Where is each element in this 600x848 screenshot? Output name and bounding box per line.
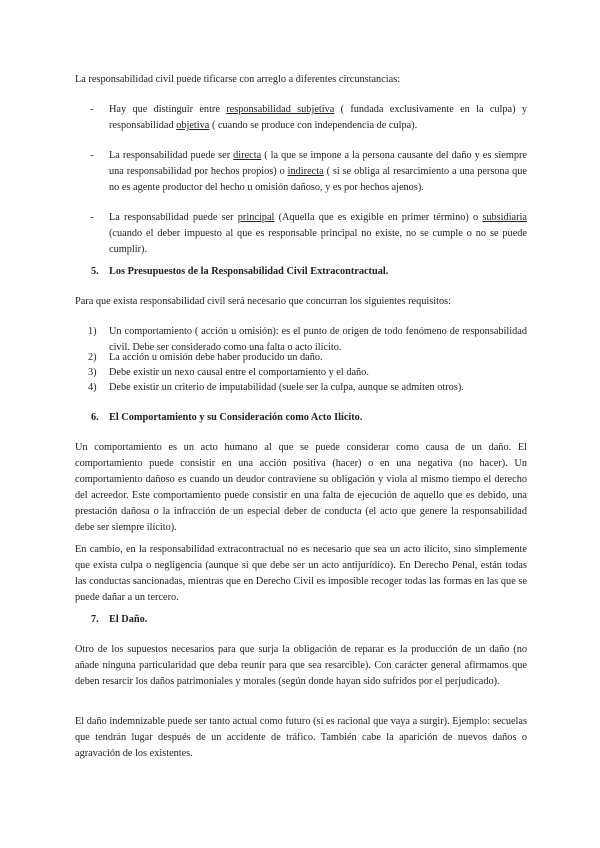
bullet-dash-3: - <box>90 212 94 223</box>
bullet-3-text-b: (Aquella que es exigible en primer término) o <box>274 212 483 223</box>
section-5-title: Los Presupuestos de la Responsabilidad Civil Extracontractual. <box>109 266 389 277</box>
requirement-number-3: 3) <box>88 367 97 378</box>
bullet-2-text-b: ( la que se impone a la persona causante del daño y es siempre una responsabilidad por hechos propios) o <box>109 150 527 177</box>
section-7-paragraph-1: Otro de los supuestos necesarios para que surja la obligación de reparar es la producción de un daño (no añade ninguna particularidad que deba reunir para que sea resarcible). Con carácter general afirmamos que deben resarcir los daños patrimoniales y morales (según donde hayan sido sufridos por el perjudicado). <box>75 644 527 687</box>
bullet-1-term-objetiva: objetiva <box>176 120 210 131</box>
section-7-number: 7. <box>91 614 99 625</box>
bullet-1-text-c: ( cuando se produce con independencia de culpa). <box>209 120 418 131</box>
requirement-number-2: 2) <box>88 352 97 363</box>
bullet-3-term-subsidiaria: subsidiaria <box>482 212 527 223</box>
bullet-2-text-c: ( si se obliga al resarcimiento a una persona que no es agente productor del hecho u omisión dañoso, y es por hechos ajenos). <box>109 166 527 193</box>
section-6-title: El Comportamiento y su Consideración como Acto Ilícito. <box>109 412 363 423</box>
bullet-3-text-c: (cuando el deber impuesto al que es responsable principal no existe, no se cumple o no se puede cumplir). <box>109 228 527 255</box>
requirement-number-1: 1) <box>88 326 97 337</box>
section-7-paragraph-2: El daño indemnizable puede ser tanto actual como futuro (si es racional que vaya a surgir). Ejemplo: secuelas que tendrán lugar después de un accidente de tráfico. También cabe la aparición de nuevos daños o agravación de los existentes. <box>75 716 527 759</box>
section-5-number: 5. <box>91 266 99 277</box>
bullet-item-2 <box>109 148 527 196</box>
intro-paragraph: La responsabilidad civil puede tificarse con arreglo a diferentes circunstancias: <box>75 74 401 85</box>
requirement-number-4: 4) <box>88 382 97 393</box>
section-5-lead: Para que exista responsabilidad civil será necesario que concurran los siguientes requisitos: <box>75 296 452 307</box>
section-6-paragraph-1: Un comportamiento es un acto humano al que se puede considerar como causa de un daño. El comportamiento puede consistir en una acción positiva (hacer) o en una negativa (no hacer). Un comportamiento dañoso es cuando un deudor contraviene su obligación y viola al mismo tiempo el derecho del acreedor. Este comportamiento puede consistir en una falta de ejecución de aquello que es debido, una prestación dañosa o la infracción de un especial deber de conducta (el acto que genere la responsabilidad debe ser siempre ilícito). <box>75 442 527 533</box>
requirement-item-2: La acción u omisión debe haber producido un daño. <box>109 352 323 363</box>
bullet-1-term-subjetiva: responsabilidad subjetiva <box>226 104 335 115</box>
bullet-item-3 <box>109 210 527 258</box>
bullet-item-1 <box>109 102 527 134</box>
section-6-number: 6. <box>91 412 99 423</box>
bullet-3-term-principal: principal <box>237 212 275 223</box>
requirement-item-3: Debe existir un nexo causal entre el comportamiento y el daño. <box>109 367 369 378</box>
bullet-2-text-a: La responsabilidad puede ser <box>109 150 234 161</box>
bullet-dash-2: - <box>90 150 94 161</box>
requirement-item-1: Un comportamiento ( acción u omisión): es el punto de origen de todo fenómeno de responsabilidad civil. Debe ser considerado como una falta o acto ilícito. <box>109 326 527 353</box>
bullet-dash-1: - <box>90 104 94 115</box>
requirement-item-4: Debe existir un criterio de imputabilidad (suele ser la culpa, aunque se admiten otros). <box>109 382 464 393</box>
bullet-2-term-directa: directa <box>233 150 262 161</box>
bullet-3-text-a: La responsabilidad puede ser <box>109 212 238 223</box>
section-5-heading <box>91 264 388 280</box>
bullet-1-text-a: Hay que distinguir entre <box>109 104 227 115</box>
bullet-2-term-indirecta: indirecta <box>287 166 324 177</box>
section-6-paragraph-2: En cambio, en la responsabilidad extracontractual no es necesario que sea un acto ilícito, sino simplemente que exista culpa o negligencia (aunque sí que debe ser un acto antijurídico). En Derecho Penal, están todas las conductas sancionadas, mientras que en Derecho Civil es imposible recoger todas las formas en las que se puede dañar a un tercero. <box>75 544 527 603</box>
section-6-heading <box>91 410 362 426</box>
bullet-1-text-b: ( fundada exclusivamente en la culpa) y responsabilidad <box>109 104 527 131</box>
section-7-title: El Daño. <box>109 614 148 625</box>
section-7-heading <box>91 612 147 628</box>
